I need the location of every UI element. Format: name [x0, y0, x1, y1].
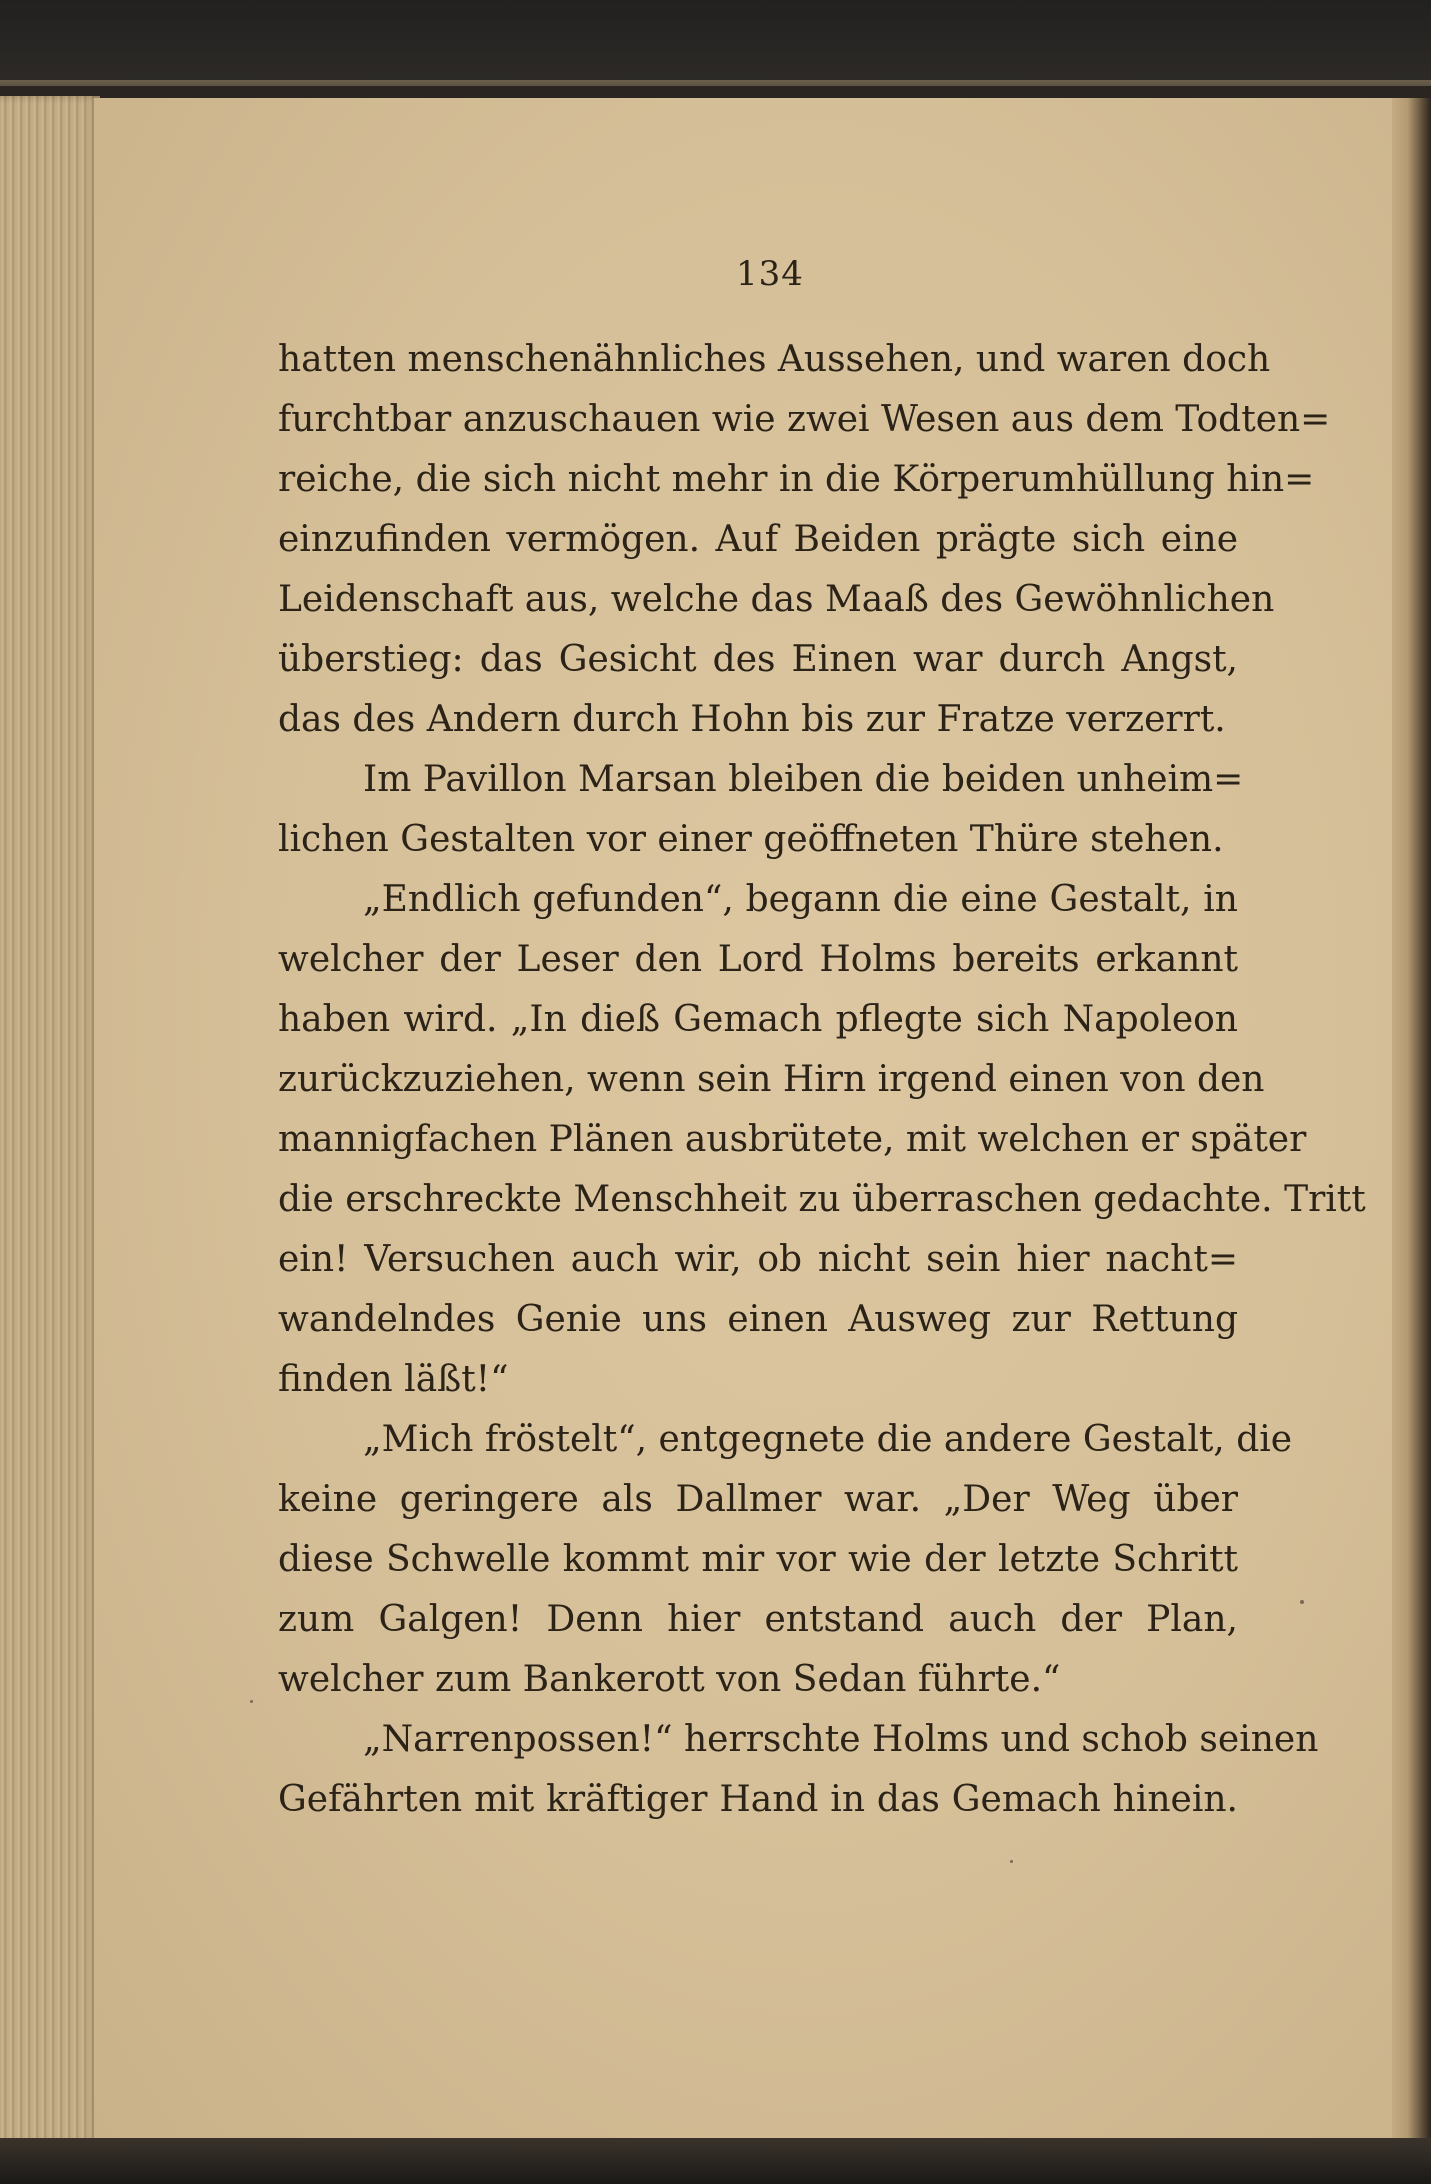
text-line: mannigfachen Plänen ausbrütete, mit welchen er später — [278, 1119, 1307, 1160]
text-line: reiche, die sich nicht mehr in die Körperumhüllung hin= — [278, 459, 1315, 500]
text-line: das des Andern durch Hohn bis zur Fratze verzerrt. — [278, 699, 1226, 740]
text-line: einzufinden vermögen. Auf Beiden prägte sich eine — [278, 519, 1238, 560]
text-line: Gefährten mit kräftiger Hand in das Gemach hinein. — [278, 1779, 1238, 1820]
text-line: überstieg: das Gesicht des Einen war durch Angst, — [278, 639, 1238, 680]
text-line: zurückzuziehen, wenn sein Hirn irgend einen von den — [278, 1059, 1265, 1100]
text-line: „Mich fröstelt“, entgegnete die andere Gestalt, die — [363, 1419, 1293, 1460]
page-number: 134 — [736, 254, 804, 294]
background-bottom — [0, 2138, 1431, 2184]
text-line: „Narrenpossen!“ herrschte Holms und schob seinen — [363, 1719, 1319, 1760]
background-top — [0, 0, 1431, 90]
text-line: die erschreckte Menschheit zu überraschen gedachte. Tritt — [278, 1179, 1366, 1220]
text-line: welcher der Leser den Lord Holms bereits erkannt — [278, 939, 1238, 980]
text-line: welcher zum Bankerott von Sedan führte.“ — [278, 1659, 1061, 1700]
text-line: haben wird. „In dieß Gemach pflegte sich Napoleon — [278, 999, 1238, 1040]
text-line: hatten menschenähnliches Aussehen, und waren doch — [278, 339, 1271, 380]
page-text — [278, 330, 1366, 1830]
text-line: zum Galgen! Denn hier entstand auch der Plan, — [278, 1599, 1238, 1640]
text-line: Im Pavillon Marsan bleiben die beiden unheim= — [363, 759, 1244, 800]
text-line: diese Schwelle kommt mir vor wie der letzte Schritt — [278, 1539, 1238, 1580]
text-line: furchtbar anzuschauen wie zwei Wesen aus dem Todten= — [278, 399, 1331, 440]
paper-fleck — [250, 1700, 253, 1703]
text-line: wandelndes Genie uns einen Ausweg zur Rettung — [278, 1299, 1238, 1340]
page-stack-edge — [0, 96, 100, 2156]
paper-fleck — [1300, 1600, 1304, 1604]
page-gutter — [1392, 98, 1431, 2138]
text-line: lichen Gestalten vor einer geöffneten Thüre stehen. — [278, 819, 1224, 860]
paper-fleck — [1010, 1860, 1013, 1863]
text-line: ein! Versuchen auch wir, ob nicht sein hier nacht= — [278, 1239, 1238, 1280]
text-line: keine geringere als Dallmer war. „Der Weg über — [278, 1479, 1238, 1520]
text-line: „Endlich gefunden“, begann die eine Gestalt, in — [363, 879, 1238, 920]
text-line: finden läßt!“ — [278, 1359, 509, 1400]
text-line: Leidenschaft aus, welche das Maaß des Gewöhnlichen — [278, 579, 1275, 620]
